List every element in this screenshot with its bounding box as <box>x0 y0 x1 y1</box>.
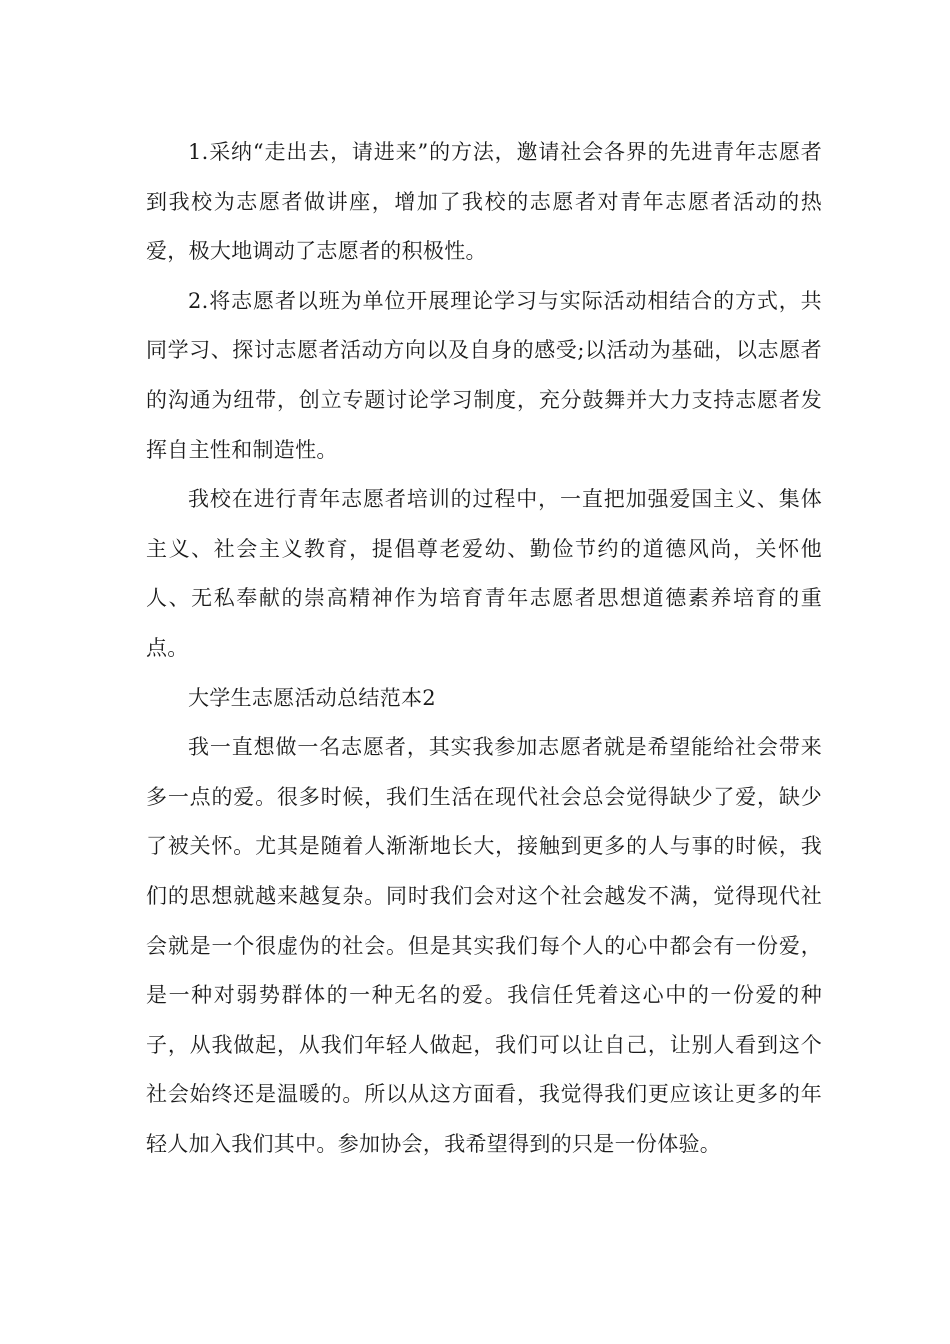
paragraph-reflection: 我一直想做一名志愿者，其实我参加志愿者就是希望能给社会带来多一点的爱。很多时候，我们生活在现代社会总会觉得缺少了爱，缺少了被关怀。尤其是随着人渐渐地长大，接触到更多的人与事的时候，我们的思想就越来越复杂。同时我们会对这个社会越发不满，觉得现代社会就是一个很虚伪的社会。但是其实我们每个人的心中都会有一份爱，是一种对弱势群体的一种无名的爱。我信任凭着这心中的一份爱的种子，从我做起，从我们年轻人做起，我们可以让自己，让别人看到这个社会始终还是温暖的。所以从这方面看，我觉得我们更应该让更多的年轻人加入我们其中。参加协会，我希望得到的只是一份体验。 <box>146 735 822 1156</box>
paragraph-method-1: 1.采纳“走出去，请进来”的方法，邀请社会各界的先进青年志愿者到我校为志愿者做讲座，增加了我校的志愿者对青年志愿者活动的热爱，极大地调动了志愿者的积极性。 <box>146 140 822 264</box>
document-body <box>146 128 822 1169</box>
section-heading: 大学生志愿活动总结范本2 <box>188 685 436 710</box>
paragraph-training: 我校在进行青年志愿者培训的过程中，一直把加强爱国主义、集体主义、社会主义教育，提倡尊老爱幼、勤俭节约的道德风尚，关怀他人、无私奉献的崇高精神作为培育青年志愿者思想道德素养培育的重点。 <box>146 487 822 660</box>
paragraph-method-2: 2.将志愿者以班为单位开展理论学习与实际活动相结合的方式，共同学习、探讨志愿者活动方向以及自身的感受;以活动为基础，以志愿者的沟通为纽带，创立专题讨论学习制度，充分鼓舞并大力支持志愿者发挥自主性和制造性。 <box>146 288 822 462</box>
